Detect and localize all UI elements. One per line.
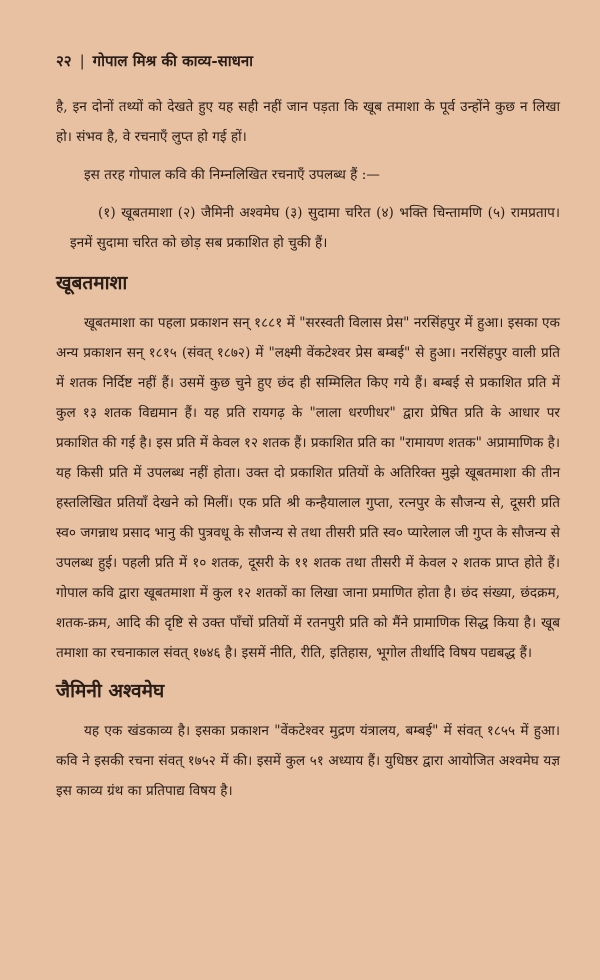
section-body-khubtamasha: खूबतमाशा का पहला प्रकाशन सन् १८८१ में "सरस्वती विलास प्रेस" नरसिंहपुर में हुआ। इसका एक अन्य प्रकाशन सन् १८१५ (संवत् १८७२) में "लक्ष्मी वेंकटेश्वर प्रेस बम्बई" से हुआ। नरसिंहपुर वाली प्रति में शतक निर्दिष्ट नहीं हैं। उसमें कुछ चुने हुए छंद ही सम्मिलित किए गये हैं। बम्बई से प्रकाशित प्रति में कुल १३ शतक विद्यमान हैं। यह प्रति रायगढ़ के "लाला धरणीधर" द्वारा प्रेषित प्रति के आधार पर प्रकाशित की गई है। इस प्रति में केवल १२ शतक हैं। प्रकाशित प्रति का "रामायण शतक" अप्रामाणिक है। यह किसी प्रति में उपलब्ध नहीं होता। उक्त दो प्रकाशित प्रतियों के अतिरिक्त मुझे खूबतमाशा की तीन हस्तलिखित प्रतियाँ देखने को मिलीं। एक प्रति श्री कन्हैयालाल गुप्ता, रत्नपुर के सौजन्य से, दूसरी प्रति स्व० जगन्नाथ प्रसाद भानु की पुत्रवधू के सौजन्य से तथा तीसरी प्रति स्व० प्यारेलाल जी गुप्त के सौजन्य से उपलब्ध हुई। पहली प्रति में १० शतक, दूसरी के ११ शतक तथा तीसरी में केवल २ शतक प्राप्त होते हैं। गोपाल कवि द्वारा खूबतमाशा में कुल १२ शतकों का लिखा जाना प्रमाणित होता है। छंद संख्या, छंदक्रम, शतक-क्रम, आदि की दृष्टि से उक्त पाँचों प्रतियों में रतनपुरी प्रति को मैंने प्रामाणिक सिद्ध किया है। खूब तमाशा का रचनाकाल संवत् १७४६ है। इसमें नीति, रीति, इतिहास, भूगोल तीर्थादि विषय पद्यबद्ध हैं। [56,315,560,661]
header-title: गोपाल मिश्र की काव्य-साधना [92,52,254,70]
header-separator: | [79,52,85,70]
section-heading-khubtamasha: खूबतमाशा [56,272,128,294]
available-works-paragraph: इस तरह गोपाल कवि की निम्नलिखित रचनाएँ उपलब्ध हैं :— [84,167,380,183]
section-body-jaimini-ashvamedh: यह एक खंडकाव्य है। इसका प्रकाशन "वेंकटेश्वर मुद्रण यंत्रालय, बम्बई" में संवत् १८५५ में हुआ। कवि ने इसकी रचना संवत् १७५२ में की। इसमें कुल ५१ अध्याय हैं। युधिष्ठर द्वारा आयोजित अश्वमेघ यज्ञ इस काव्य ग्रंथ का प्रतिपाद्य विषय है। [56,723,560,799]
page-number: २२ [56,52,72,70]
works-list-paragraph: (१) खूबतमाशा (२) जैमिनी अश्वमेघ (३) सुदामा चरित (४) भक्ति चिन्तामणि (५) रामप्रताप। इनमें सुदामा चरित को छोड़ सब प्रकाशित हो चुकी हैं। [70,205,560,251]
intro-paragraph: है, इन दोनों तथ्यों को देखते हुए यह सही नहीं जान पड़ता कि खूब तमाशा के पूर्व उन्होंने कुछ न लिखा हो। संभव है, वे रचनाएँ लुप्त हो गई हों। [56,99,560,145]
section-heading-jaimini-ashvamedh: जैमिनी अश्वमेघ [56,680,165,702]
running-header [56,46,560,76]
